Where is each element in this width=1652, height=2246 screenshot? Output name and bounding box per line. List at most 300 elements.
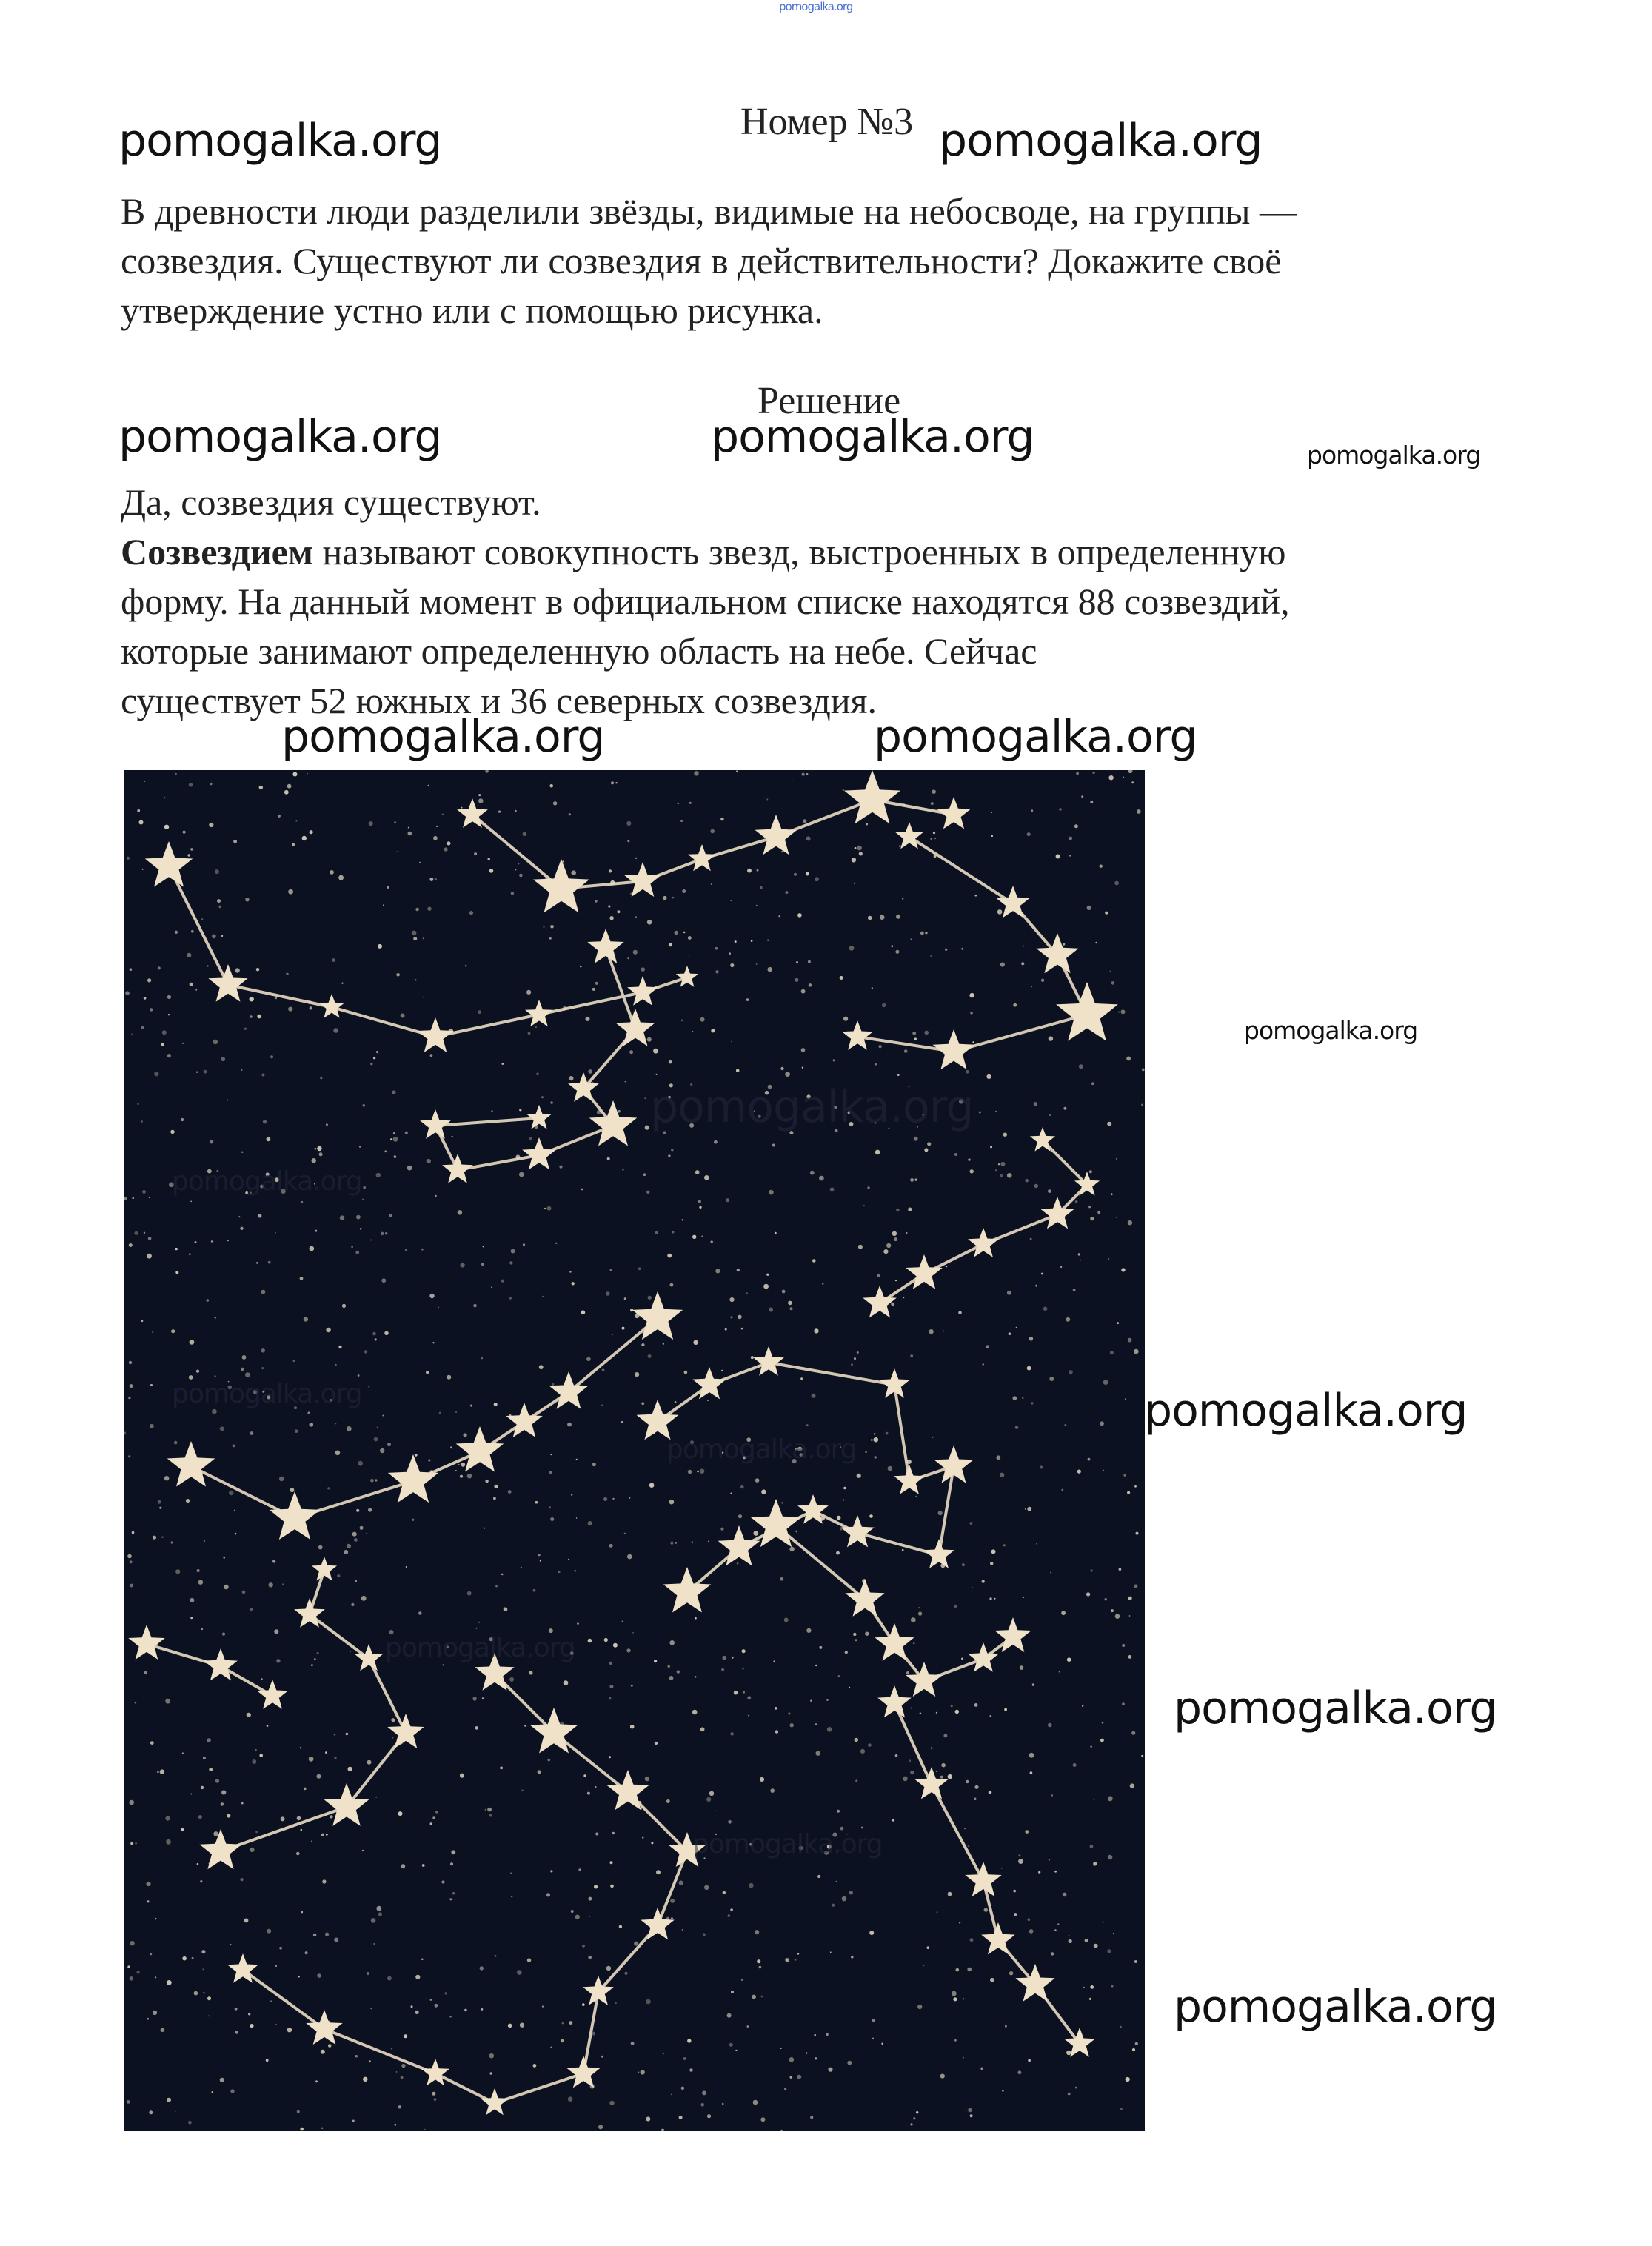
dust-star: [679, 2116, 683, 2119]
dust-star: [756, 963, 758, 965]
dust-star: [454, 1899, 455, 1900]
dust-star: [1063, 1107, 1066, 1110]
dust-star: [155, 1918, 156, 1919]
dust-star: [519, 874, 523, 878]
dust-star: [837, 1516, 841, 1520]
dust-star: [1029, 1337, 1033, 1340]
dust-star: [318, 1545, 323, 1550]
dust-star: [785, 1072, 790, 1077]
dust-star: [991, 835, 993, 837]
dust-star: [760, 2117, 765, 2122]
solution-heading: Решение: [758, 380, 901, 422]
dust-star: [155, 1976, 156, 1978]
dust-star: [367, 1760, 372, 1765]
dust-star: [338, 1346, 341, 1348]
dust-star: [849, 946, 855, 951]
dust-star: [1050, 1572, 1051, 1574]
dust-star: [553, 801, 557, 805]
dust-star: [663, 2053, 664, 2054]
dust-star: [494, 1485, 498, 1488]
dust-star: [930, 838, 932, 840]
dust-star: [351, 1246, 353, 1248]
dust-star: [695, 1170, 700, 1174]
dust-star: [203, 1992, 205, 1994]
dust-star: [819, 1176, 824, 1181]
dust-star: [297, 1816, 301, 1821]
dust-star: [419, 862, 421, 863]
dust-star: [797, 2075, 801, 2079]
dust-star: [684, 1371, 688, 1374]
dust-star: [654, 1660, 657, 1662]
dust-star: [1054, 1929, 1056, 1931]
dust-star: [488, 858, 490, 860]
dust-star: [1049, 1036, 1053, 1040]
dust-star: [1134, 1960, 1137, 1963]
dust-star: [610, 1269, 612, 1271]
dust-star: [284, 790, 289, 795]
dust-star: [801, 989, 806, 994]
dust-star: [141, 1120, 143, 1123]
dust-star: [806, 872, 809, 876]
dust-star: [1103, 1380, 1108, 1385]
dust-star: [211, 1240, 213, 1242]
dust-star: [840, 1528, 843, 1531]
dust-star: [288, 1007, 292, 1012]
dust-star: [644, 1097, 646, 1099]
dust-star: [806, 2052, 807, 2053]
dust-star: [629, 1050, 633, 1054]
dust-star: [1073, 1763, 1077, 1767]
dust-star: [141, 1320, 144, 1323]
dust-star: [275, 1232, 276, 1234]
dust-star: [330, 870, 334, 875]
dust-star: [875, 1063, 877, 1066]
dust-star: [376, 1173, 381, 1177]
dust-star: [376, 1906, 381, 1911]
dust-star: [361, 1596, 367, 1601]
dust-star: [663, 896, 666, 900]
dust-star: [542, 1296, 544, 1297]
dust-star: [227, 1100, 228, 1101]
dust-star: [1020, 1665, 1024, 1670]
dust-star: [656, 1074, 658, 1075]
dust-star: [511, 1249, 515, 1254]
dust-star: [296, 1852, 300, 1856]
dust-star: [714, 1140, 718, 1144]
dust-star: [498, 811, 501, 813]
dust-star: [1029, 1929, 1034, 1934]
dust-star: [385, 1232, 387, 1234]
dust-star: [427, 907, 431, 911]
dust-star: [175, 1569, 180, 1574]
dust-star: [549, 784, 553, 788]
dust-star: [495, 1955, 497, 1957]
dust-star: [631, 1685, 633, 1687]
dust-star: [569, 813, 571, 815]
dust-star: [1122, 1702, 1125, 1705]
dust-star: [1134, 1584, 1137, 1588]
dust-star: [464, 1433, 467, 1437]
dust-star: [697, 1471, 699, 1473]
dust-star: [688, 1470, 692, 1474]
dust-star: [428, 785, 429, 786]
dust-star: [268, 1261, 271, 1264]
dust-star: [666, 1799, 670, 1803]
watermark: pomogalka.org: [172, 1166, 362, 1197]
dust-star: [936, 1712, 937, 1714]
dust-star: [1105, 912, 1108, 915]
dust-star: [533, 1589, 536, 1592]
dust-star: [478, 798, 484, 803]
dust-star: [865, 1632, 869, 1636]
dust-star: [899, 845, 901, 847]
dust-star: [948, 1774, 952, 1779]
dust-star: [617, 910, 620, 913]
dust-star: [182, 1043, 184, 1044]
dust-star: [963, 2057, 964, 2059]
dust-star: [427, 1159, 431, 1163]
dust-star: [129, 1361, 132, 1364]
dust-star: [627, 957, 629, 959]
dust-star: [954, 1605, 957, 1608]
dust-star: [543, 926, 544, 928]
dust-star: [1030, 1238, 1032, 1240]
dust-star: [552, 1383, 555, 1386]
dust-star: [867, 1186, 869, 1189]
dust-star: [539, 1365, 544, 1369]
dust-star: [491, 1110, 493, 1112]
dust-star: [1048, 1189, 1051, 1193]
dust-star: [615, 2002, 617, 2004]
dust-star: [558, 1571, 560, 1573]
dust-star: [157, 1771, 159, 1774]
dust-star: [655, 1742, 658, 1745]
dust-star: [338, 875, 344, 880]
dust-star: [190, 848, 193, 851]
dust-star: [407, 1166, 412, 1171]
page-title: Номер №3: [740, 101, 914, 143]
dust-star: [715, 947, 718, 950]
dust-star: [775, 1730, 778, 1733]
dust-star: [201, 918, 204, 920]
dust-star: [298, 1976, 300, 1977]
dust-star: [201, 1950, 205, 1953]
dust-star: [692, 1235, 696, 1239]
dust-star: [330, 1815, 332, 1818]
dust-star: [857, 1351, 859, 1354]
dust-star: [780, 1067, 783, 1070]
dust-star: [626, 1648, 630, 1652]
dust-star: [910, 1354, 913, 1357]
dust-star: [780, 2048, 782, 2049]
dust-star: [550, 1870, 552, 1872]
dust-star: [1074, 824, 1078, 828]
dust-star: [586, 1017, 590, 1021]
dust-star: [235, 1533, 237, 1535]
dust-star: [1063, 943, 1065, 945]
dust-star: [645, 1777, 649, 1781]
dust-star: [618, 1110, 621, 1113]
dust-star: [728, 1820, 732, 1824]
dust-star: [989, 1791, 992, 1794]
dust-star: [924, 1031, 929, 1035]
dust-star: [153, 1536, 156, 1540]
dust-star: [380, 1448, 384, 1453]
dust-star: [175, 1248, 178, 1250]
dust-star: [934, 838, 936, 840]
dust-star: [852, 858, 856, 862]
dust-star: [990, 1562, 993, 1565]
dust-star: [924, 1148, 928, 1152]
dust-star: [250, 1015, 252, 1017]
dust-star: [780, 1577, 784, 1581]
dust-star: [580, 966, 582, 968]
dust-star: [627, 840, 629, 842]
dust-star: [433, 836, 438, 840]
dust-star: [401, 1864, 405, 1868]
dust-star: [803, 819, 806, 823]
dust-star: [931, 1747, 933, 1749]
dust-star: [144, 781, 146, 782]
dust-star: [428, 1459, 430, 1461]
dust-star: [387, 1443, 391, 1446]
dust-star: [1031, 986, 1032, 987]
dust-star: [194, 1991, 198, 1996]
dust-star: [1063, 1893, 1067, 1897]
dust-star: [826, 1699, 828, 1701]
dust-star: [1083, 1987, 1085, 1988]
dust-star: [588, 1956, 592, 1959]
dust-star: [911, 1617, 916, 1622]
dust-star: [622, 1621, 623, 1622]
dust-star: [770, 1788, 775, 1793]
dust-star: [854, 883, 855, 884]
dust-star: [564, 1680, 569, 1685]
dust-star: [954, 2039, 957, 2042]
dust-star: [722, 2103, 724, 2105]
dust-star: [312, 1158, 316, 1163]
dust-star: [150, 1741, 154, 1745]
dust-star: [515, 810, 517, 812]
dust-star: [1068, 2093, 1071, 2096]
dust-star: [509, 1297, 512, 1300]
dust-star: [815, 1665, 817, 1666]
dust-star: [896, 915, 900, 919]
dust-star: [775, 1232, 777, 1234]
dust-star: [204, 1070, 207, 1074]
dust-star: [751, 940, 753, 942]
dust-star: [648, 1354, 652, 1358]
dust-star: [347, 1544, 351, 1548]
dust-star: [207, 1738, 211, 1742]
dust-star: [478, 1010, 481, 1014]
dust-star: [333, 1028, 338, 1033]
dust-star: [651, 1842, 653, 1844]
dust-star: [167, 995, 171, 999]
dust-star: [911, 1708, 912, 1709]
dust-star: [233, 840, 237, 843]
dust-star: [830, 1951, 832, 1953]
dust-star: [655, 1231, 658, 1234]
dust-star: [146, 1882, 150, 1886]
dust-star: [701, 1236, 703, 1238]
dust-star: [571, 1494, 572, 1495]
dust-star: [482, 1697, 484, 1699]
dust-star: [307, 773, 308, 775]
dust-star: [190, 1617, 193, 1619]
dust-star: [442, 814, 444, 815]
dust-star: [728, 1914, 731, 1917]
dust-star: [523, 832, 527, 837]
dust-star: [1100, 865, 1103, 868]
dust-star: [695, 1617, 697, 1620]
dust-star: [1049, 1114, 1051, 1116]
dust-star: [242, 1355, 247, 1360]
dust-star: [567, 1423, 572, 1427]
dust-star: [910, 938, 912, 940]
dust-star: [692, 1541, 693, 1543]
dust-star: [160, 1769, 164, 1774]
dust-star: [646, 1191, 649, 1194]
dust-star: [1103, 1922, 1104, 1923]
dust-star: [535, 1501, 538, 1504]
dust-star: [966, 1780, 969, 1783]
dust-star: [828, 2068, 832, 2072]
dust-star: [866, 823, 868, 825]
dust-star: [675, 931, 678, 935]
dust-star: [267, 1929, 271, 1934]
dust-star: [378, 944, 382, 949]
dust-star: [373, 1057, 375, 1059]
dust-star: [795, 1531, 797, 1533]
dust-star: [1120, 2108, 1123, 2110]
dust-star: [135, 1702, 137, 1704]
dust-star: [734, 1691, 738, 1695]
dust-star: [837, 1810, 840, 1813]
dust-star: [970, 1938, 974, 1942]
dust-star: [518, 863, 519, 864]
dust-star: [569, 2021, 572, 2025]
dust-star: [266, 2059, 269, 2062]
dust-star: [643, 1173, 646, 1176]
dust-star: [1018, 1859, 1023, 1864]
dust-star: [370, 1063, 372, 1065]
dust-star: [964, 1828, 966, 1830]
dust-star: [773, 1660, 775, 1662]
dust-star: [200, 1880, 202, 1882]
dust-star: [221, 1790, 226, 1794]
dust-star: [1021, 962, 1024, 965]
dust-star: [310, 1423, 314, 1427]
dust-star: [354, 1538, 358, 1542]
dust-star: [669, 1676, 674, 1680]
dust-star: [743, 1691, 745, 1694]
dust-star: [1105, 1598, 1107, 1600]
dust-star: [489, 2053, 495, 2059]
dust-star: [334, 1734, 336, 1736]
dust-star: [359, 1146, 361, 1148]
dust-star: [412, 1519, 414, 1521]
dust-star: [943, 1734, 947, 1737]
dust-star: [356, 1215, 361, 1220]
dust-star: [868, 916, 872, 920]
dust-star: [794, 873, 797, 876]
dust-star: [250, 1848, 254, 1852]
dust-star: [321, 1834, 324, 1836]
dust-star: [387, 1976, 392, 1981]
dust-star: [854, 1357, 856, 1360]
dust-star: [1000, 1174, 1003, 1177]
dust-star: [393, 1132, 395, 1134]
watermark: pomogalka.org: [1144, 1385, 1468, 1437]
dust-star: [737, 1269, 740, 1271]
dust-star: [858, 1245, 863, 1249]
dust-star: [175, 931, 178, 934]
dust-star: [1090, 801, 1093, 803]
dust-star: [150, 1008, 153, 1011]
dust-star: [195, 989, 197, 991]
dust-star: [940, 2074, 945, 2079]
dust-star: [360, 1526, 364, 1530]
dust-star: [1132, 2048, 1135, 2051]
dust-star: [606, 1291, 610, 1296]
dust-star: [647, 920, 652, 925]
dust-star: [958, 1311, 962, 1314]
dust-star: [489, 2072, 492, 2075]
dust-star: [542, 2005, 544, 2007]
dust-star: [641, 2070, 645, 2074]
dust-star: [269, 1582, 273, 1587]
dust-star: [355, 2055, 358, 2057]
dust-star: [165, 1816, 170, 1821]
dust-star: [948, 1892, 952, 1896]
dust-star: [571, 870, 576, 875]
dust-star: [634, 1942, 638, 1946]
dust-star: [221, 1057, 225, 1061]
dust-star: [125, 991, 130, 995]
dust-star: [621, 1421, 623, 1423]
dust-star: [198, 1580, 203, 1585]
dust-star: [757, 869, 759, 872]
dust-star: [624, 1297, 626, 1300]
dust-star: [550, 1454, 552, 1456]
dust-star: [680, 820, 683, 822]
dust-star: [979, 1112, 981, 1114]
dust-star: [736, 771, 738, 773]
dust-star: [489, 1814, 492, 1816]
dust-star: [810, 1699, 812, 1702]
dust-star: [517, 1970, 522, 1975]
dust-star: [974, 1703, 978, 1707]
dust-star: [761, 1996, 763, 1998]
dust-star: [990, 1978, 994, 1982]
dust-star: [1000, 1162, 1005, 1166]
dust-star: [806, 773, 809, 775]
dust-star: [1107, 1949, 1111, 1953]
dust-star: [250, 1431, 253, 1435]
dust-star: [604, 1638, 608, 1642]
dust-star: [1108, 1258, 1109, 1260]
dust-star: [310, 1006, 312, 1009]
dust-star: [197, 1863, 199, 1865]
dust-star: [1043, 1307, 1048, 1311]
dust-star: [286, 973, 288, 975]
dust-star: [511, 1896, 513, 1898]
dust-star: [574, 1570, 576, 1572]
dust-star: [670, 1283, 674, 1287]
dust-star: [508, 2024, 512, 2028]
dust-star: [435, 1811, 438, 1814]
